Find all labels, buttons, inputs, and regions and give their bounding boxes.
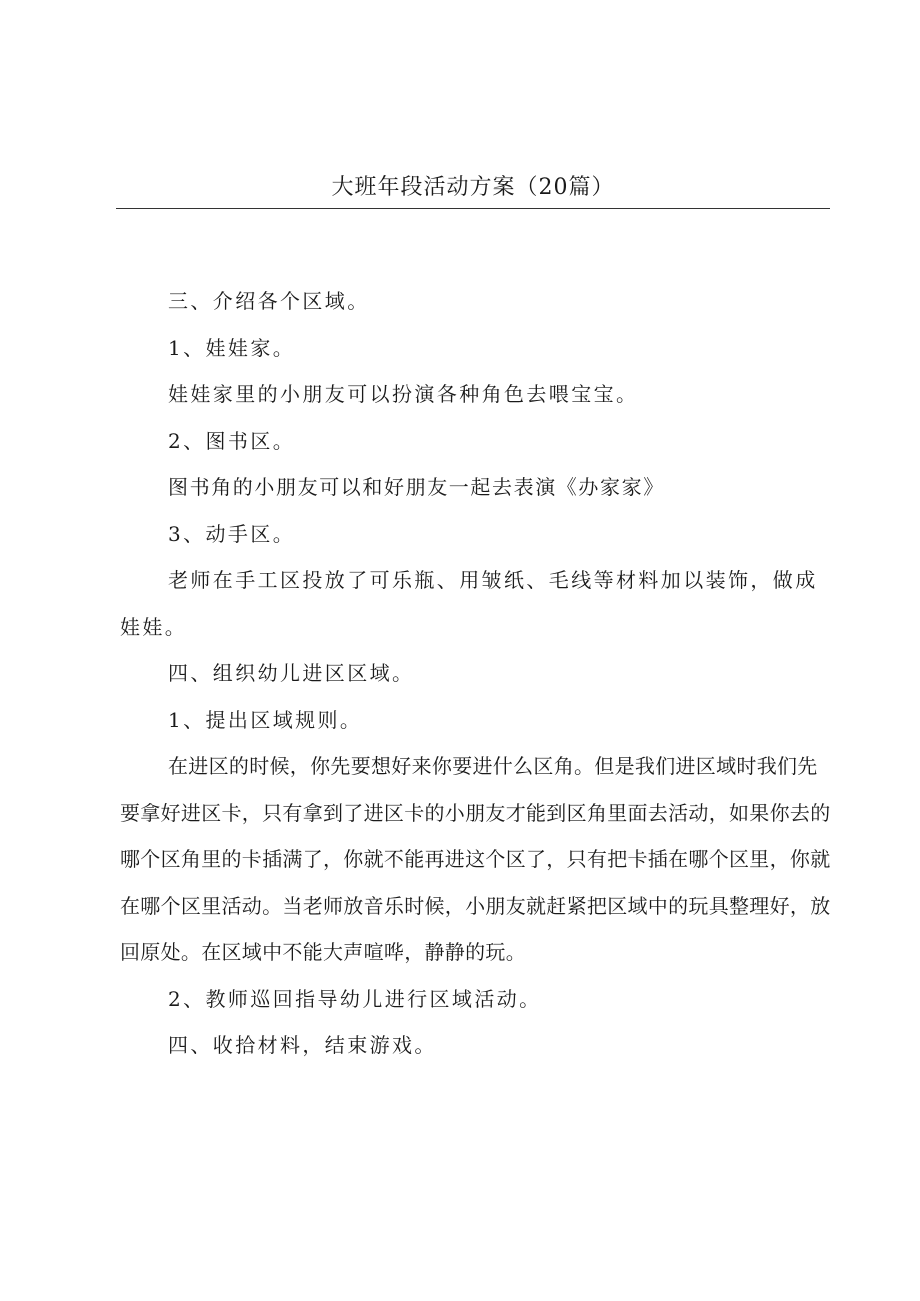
subsection-heading: 3、动手区。 xyxy=(168,521,296,546)
subsection-heading: 1、提出区域规则。 xyxy=(168,707,363,732)
section-heading: 四、组织幼儿进区区域。 xyxy=(168,661,415,685)
paragraph: 娃娃家里的小朋友可以扮演各种角色去喂宝宝。 xyxy=(168,382,639,406)
document-body xyxy=(120,278,836,1069)
subsection-heading: 2、图书区。 xyxy=(168,428,296,453)
subsection-heading: 1、娃娃家。 xyxy=(168,335,296,360)
subsection-heading: 2、教师巡回指导幼儿进行区域活动。 xyxy=(168,986,542,1011)
paragraph: 图书角的小朋友可以和好朋友一起去表演《办家家》 xyxy=(168,475,665,499)
paragraph: 在进区的时候，你先要想好来你要进什么区角。但是我们进区域时我们先要拿好进区卡，只有拿到了进区卡的小朋友才能到区角里面去活动，如果你去的哪个区角里的卡插满了，你就不能再进这个区了，只有把卡插在哪个区里，你就在哪个区里活动。当老师放音乐时候，小朋友就赶紧把区域中的玩具整理好，放回原处。在区域中不能大声喧哗，静静的玩。 xyxy=(120,754,831,964)
section-heading: 三、介绍各个区域。 xyxy=(168,289,370,313)
page-header xyxy=(116,172,830,209)
section-heading: 四、收拾材料，结束游戏。 xyxy=(168,1033,437,1057)
paragraph: 老师在手工区投放了可乐瓶、用皱纸、毛线等材料加以装饰，做成娃娃。 xyxy=(120,568,818,639)
document-title: 大班年段活动方案（20篇） xyxy=(331,175,615,200)
